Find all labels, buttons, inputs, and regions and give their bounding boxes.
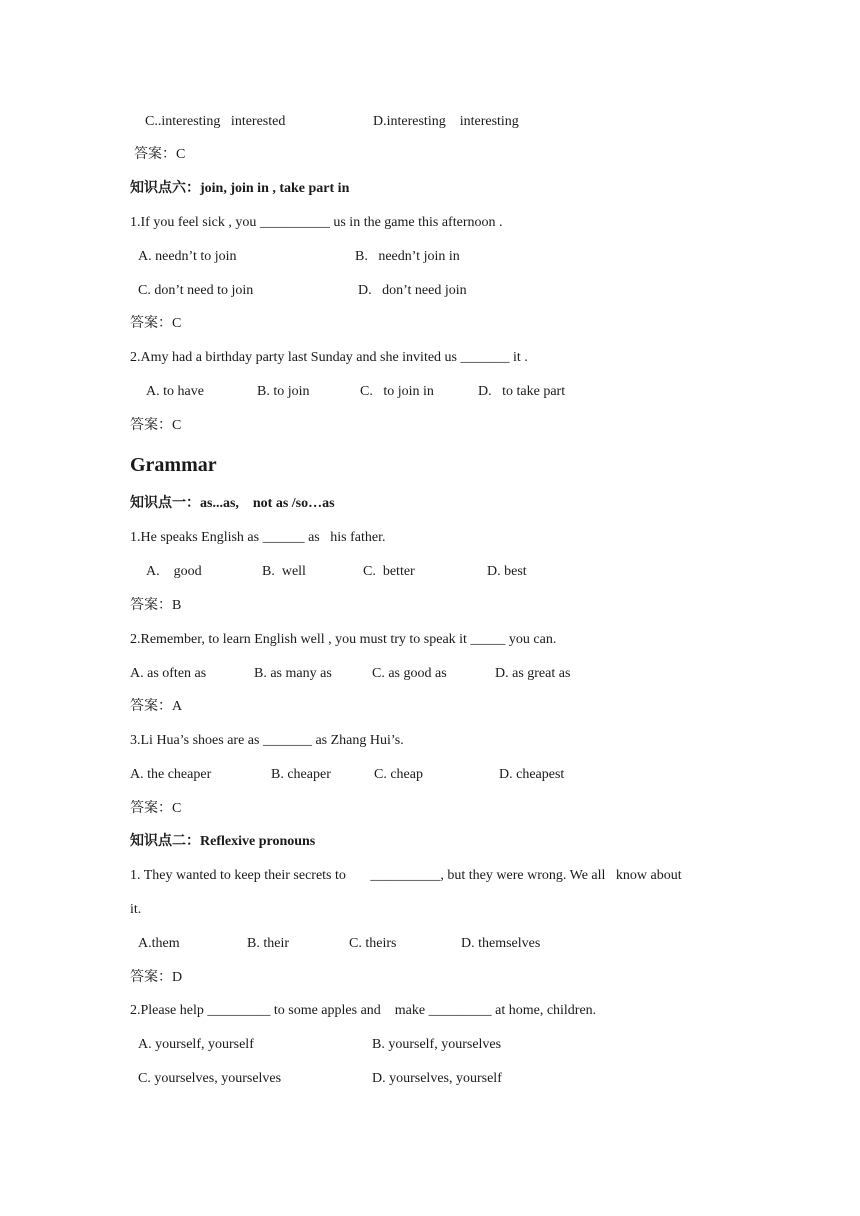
option-b: B. to join	[257, 384, 310, 399]
answer: 答案：A	[130, 699, 183, 714]
question-text: 3.Li Hua’s shoes are as _______ as Zhang Hui’s.	[130, 733, 404, 748]
answer: 答案：C	[134, 147, 186, 162]
option-a: A. as often as	[130, 666, 207, 681]
option-a: A. yourself, yourself	[138, 1037, 254, 1052]
question-text: 2.Remember, to learn English well , you must try to speak it _____ you can.	[130, 632, 557, 647]
question-text: 2.Please help _________ to some apples and make _________ at home, children.	[130, 1003, 597, 1018]
question-text: 1. They wanted to keep their secrets to __________, but they were wrong. We all know about	[130, 868, 682, 883]
option-d: D. don’t need join	[358, 283, 467, 298]
option-d: D. yourselves, yourself	[372, 1071, 502, 1086]
answer: 答案：C	[130, 418, 182, 433]
answer: 答案：C	[130, 801, 182, 816]
answer: 答案：D	[130, 970, 183, 985]
section-heading: 知识点一：as...as, not as /so…as	[130, 496, 335, 511]
option-d: D.interesting interesting	[373, 114, 519, 129]
option-c: C. cheap	[374, 767, 423, 782]
answer: 答案：C	[130, 316, 182, 331]
question-text-continued: it.	[130, 902, 142, 917]
option-c: C..interesting interested	[145, 114, 286, 129]
option-c: C. to join in	[360, 384, 434, 399]
option-b: B. well	[262, 564, 306, 579]
section-heading: 知识点二：Reflexive pronouns	[130, 834, 316, 849]
option-d: D. themselves	[461, 936, 541, 951]
option-d: D. to take part	[478, 384, 566, 399]
option-c: C. better	[363, 564, 415, 579]
option-b: B. as many as	[254, 666, 332, 681]
option-a: A. good	[146, 564, 202, 579]
option-c: C. theirs	[349, 936, 397, 951]
section-heading: 知识点六：join, join in , take part in	[130, 181, 350, 196]
option-a: A. to have	[146, 384, 204, 399]
answer: 答案：B	[130, 598, 182, 613]
question-text: 2.Amy had a birthday party last Sunday and she invited us _______ it .	[130, 350, 528, 365]
option-b: B. cheaper	[271, 767, 331, 782]
option-b: B. yourself, yourselves	[372, 1037, 502, 1052]
section-title: Grammar	[130, 454, 217, 476]
option-b: B. needn’t join in	[355, 249, 460, 264]
option-d: D. best	[487, 564, 527, 579]
option-d: D. as great as	[495, 666, 571, 681]
option-b: B. their	[247, 936, 289, 951]
option-a: A. needn’t to join	[138, 249, 237, 264]
question-text: 1.If you feel sick , you __________ us in the game this afternoon .	[130, 215, 503, 230]
option-d: D. cheapest	[499, 767, 565, 782]
option-c: C. yourselves, yourselves	[138, 1071, 282, 1086]
option-a: A.them	[138, 936, 180, 951]
option-c: C. as good as	[372, 666, 447, 681]
question-text: 1.He speaks English as ______ as his father.	[130, 530, 386, 545]
option-a: A. the cheaper	[130, 767, 212, 782]
option-c: C. don’t need to join	[138, 283, 254, 298]
